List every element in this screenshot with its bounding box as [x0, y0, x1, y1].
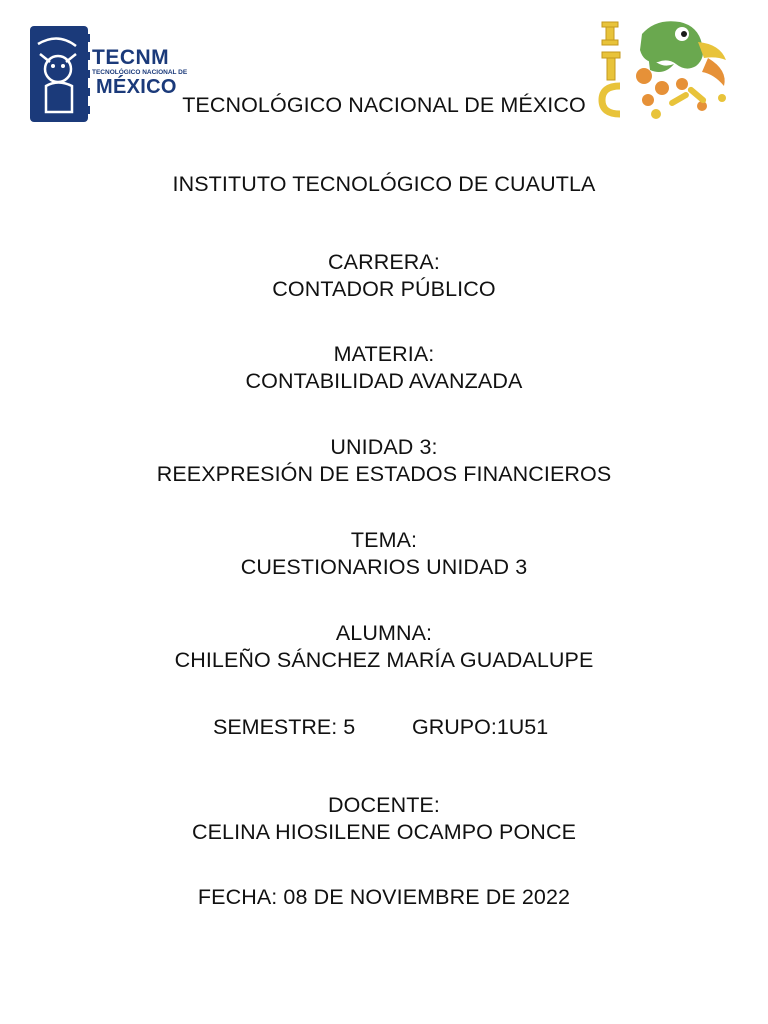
career-label: CARRERA: [328, 250, 440, 274]
topic-value: CUESTIONARIOS UNIDAD 3 [240, 555, 528, 579]
student-label: ALUMNA: [335, 621, 433, 645]
semester-group-row [0, 714, 768, 740]
teacher-label: DOCENTE: [328, 793, 440, 817]
topic-label: TEMA: [350, 528, 418, 552]
group-text: GRUPO:1U51 [412, 715, 549, 739]
subject-label: MATERIA: [333, 342, 435, 366]
institute-name: INSTITUTO TECNOLÓGICO DE CUAUTLA [172, 172, 596, 196]
teacher-value: CELINA HIOSILENE OCAMPO PONCE [191, 820, 577, 844]
unit-value: REEXPRESIÓN DE ESTADOS FINANCIEROS [156, 462, 612, 486]
unit-label: UNIDAD 3: [330, 435, 438, 459]
tecnm-wordmark: TECNM [92, 46, 170, 69]
institution-title: TECNOLÓGICO NACIONAL DE MÉXICO [182, 93, 586, 117]
date-text: FECHA: 08 DE NOVIEMBRE DE 2022 [197, 885, 571, 909]
subject-value: CONTABILIDAD AVANZADA [245, 369, 523, 393]
mexico-wordmark: MÉXICO [96, 76, 177, 98]
student-value: CHILEÑO SÁNCHEZ MARÍA GUADALUPE [174, 648, 594, 672]
tecnm-wordmark-small: TECNOLÓGICO NACIONAL DE [92, 69, 188, 76]
career-value: CONTADOR PÚBLICO [272, 277, 496, 301]
semester-text: SEMESTRE: 5 [213, 715, 356, 739]
